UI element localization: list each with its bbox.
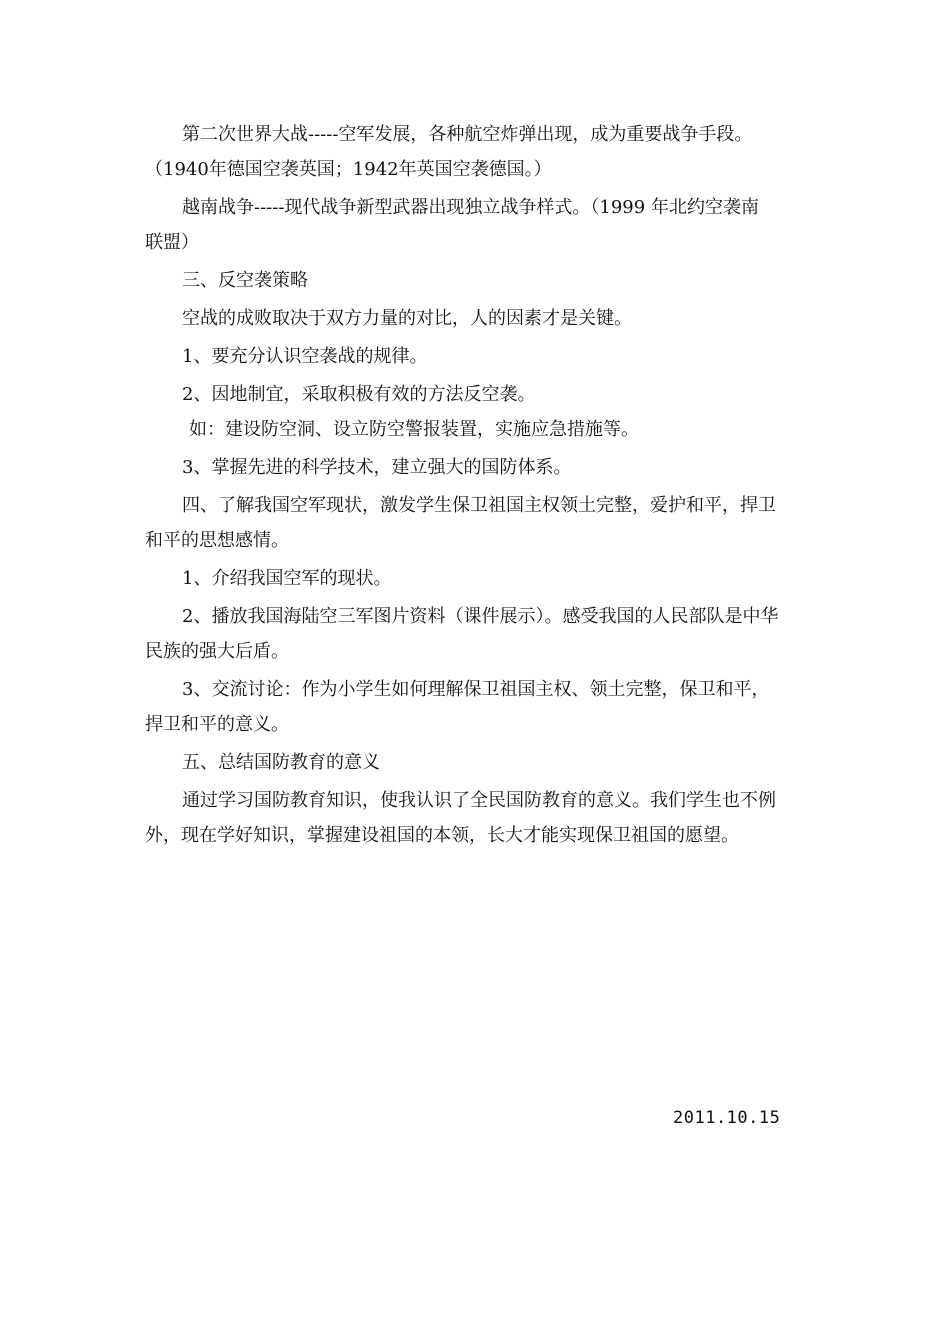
section3-heading: 三、反空袭策略 [182,270,308,291]
section5-heading: 五、总结国防教育的意义 [182,752,380,773]
section3-item3: 3、掌握先进的科学技术，建立强大的国防体系。 [182,457,572,478]
section4-item1: 1、介绍我国空军的现状。 [182,568,392,589]
section5-body-line1: 通过学习国防教育知识，使我认识了全民国防教育的意义。我们学生也不例 [182,790,776,811]
vietnam-line2: 联盟） [145,232,199,253]
document-date: 2011.10.15 [673,1108,781,1128]
ww2-line1: 第二次世界大战-----空军发展，各种航空炸弹出现，成为重要战争手段。 [182,124,753,145]
section4-item3-line2: 捍卫和平的意义。 [145,714,289,735]
document-body [145,117,810,853]
section4-heading-line1: 四、了解我国空军现状，激发学生保卫祖国主权领土完整，爱护和平，捍卫 [182,495,776,516]
vietnam-line1: 越南战争-----现代战争新型武器出现独立战争样式。（1999 年北约空袭南 [182,197,759,218]
section4-heading-line2: 和平的思想感情。 [145,530,289,551]
section5-body-line2: 外，现在学好知识，掌握建设祖国的本领，长大才能实现保卫祖国的愿望。 [145,825,739,846]
ww2-line2: （1940年德国空袭英国；1942年英国空袭德国。） [145,159,552,180]
section3-item2-example: 如：建设防空洞、设立防空警报装置，实施应急措施等。 [189,419,639,440]
section3-intro: 空战的成败取决于双方力量的对比，人的因素才是关键。 [182,308,632,329]
section4-item2-line1: 2、播放我国海陆空三军图片资料（课件展示）。感受我国的人民部队是中华 [182,606,779,627]
section3-item1: 1、要充分认识空袭战的规律。 [182,346,428,367]
section4-item3-line1: 3、交流讨论：作为小学生如何理解保卫祖国主权、领土完整，保卫和平， [182,679,770,700]
section3-item2: 2、因地制宜，采取积极有效的方法反空袭。 [182,384,536,405]
section4-item2-line2: 民族的强大后盾。 [145,641,289,662]
